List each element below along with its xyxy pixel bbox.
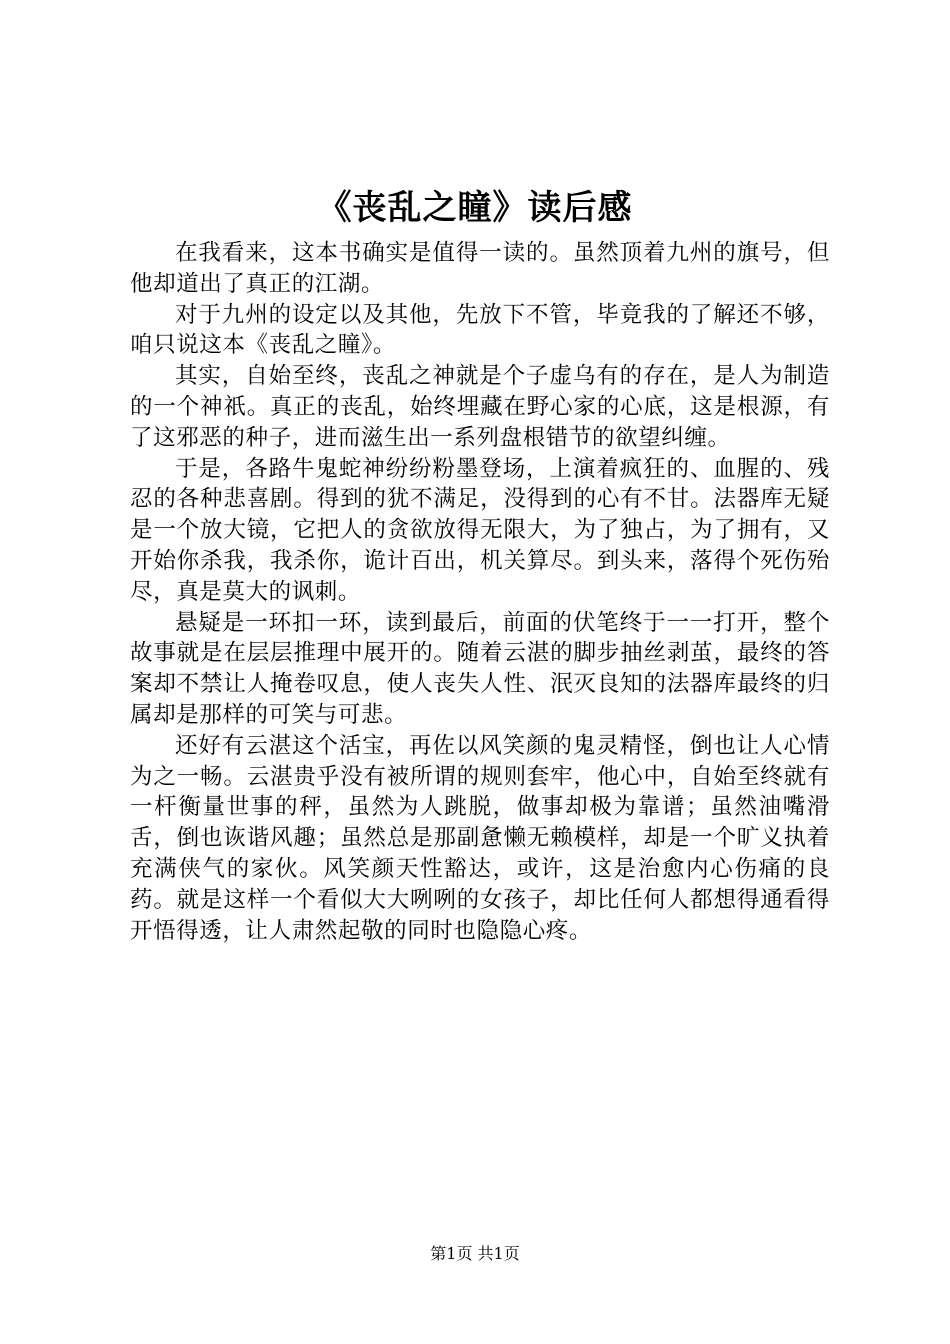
paragraph: 还好有云湛这个活宝，再佐以风笑颜的鬼灵精怪，倒也让人心情为之一畅。云湛贵乎没有被所谓的规则套牢，他心中，自始至终就有一杆衡量世事的秤，虽然为人跳脱，做事却极为靠谱；虽然油嘴滑舌，倒也诙谐风趣；虽然总是那副惫懒无赖模样，却是一个旷义执着充满侠气的家伙。风笑颜天性豁达，或许，这是治愈内心伤痛的良药。就是这样一个看似大大咧咧的女孩子，却比任何人都想得通看得开悟得透，让人肃然起敬的同时也隐隐心疼。	[130, 732, 830, 944]
paragraph: 对于九州的设定以及其他，先放下不管，毕竟我的了解还不够，咱只说这本《丧乱之瞳》。	[130, 301, 830, 359]
paragraph: 于是，各路牛鬼蛇神纷纷粉墨登场，上演着疯狂的、血腥的、残忍的各种悲喜剧。得到的犹不满足，没得到的心有不甘。法器库无疑是一个放大镜，它把人的贪欲放得无限大，为了独占，为了拥有，又开始你杀我，我杀你，诡计百出，机关算尽。到头来，落得个死伤殆尽，真是莫大的讽刺。	[130, 455, 830, 605]
page-footer: 第1页 共1页	[430, 1244, 520, 1263]
paragraph: 悬疑是一环扣一环，读到最后，前面的伏笔终于一一打开，整个故事就是在层层推理中展开的。随着云湛的脚步抽丝剥茧，最终的答案却不禁让人掩卷叹息，使人丧失人性、泯灭良知的法器库最终的归属却是那样的可笑与可悲。	[130, 609, 830, 728]
document-body	[130, 238, 830, 946]
document-title: 《丧乱之瞳》读后感	[317, 188, 633, 228]
paragraph: 其实，自始至终，丧乱之神就是个子虚乌有的存在，是人为制造的一个神祇。真正的丧乱，始终埋藏在野心家的心底，这是根源，有了这邪恶的种子，进而滋生出一系列盘根错节的欲望纠缠。	[130, 363, 830, 451]
paragraph: 在我看来，这本书确实是值得一读的。虽然顶着九州的旗号，但他却道出了真正的江湖。	[130, 240, 830, 297]
